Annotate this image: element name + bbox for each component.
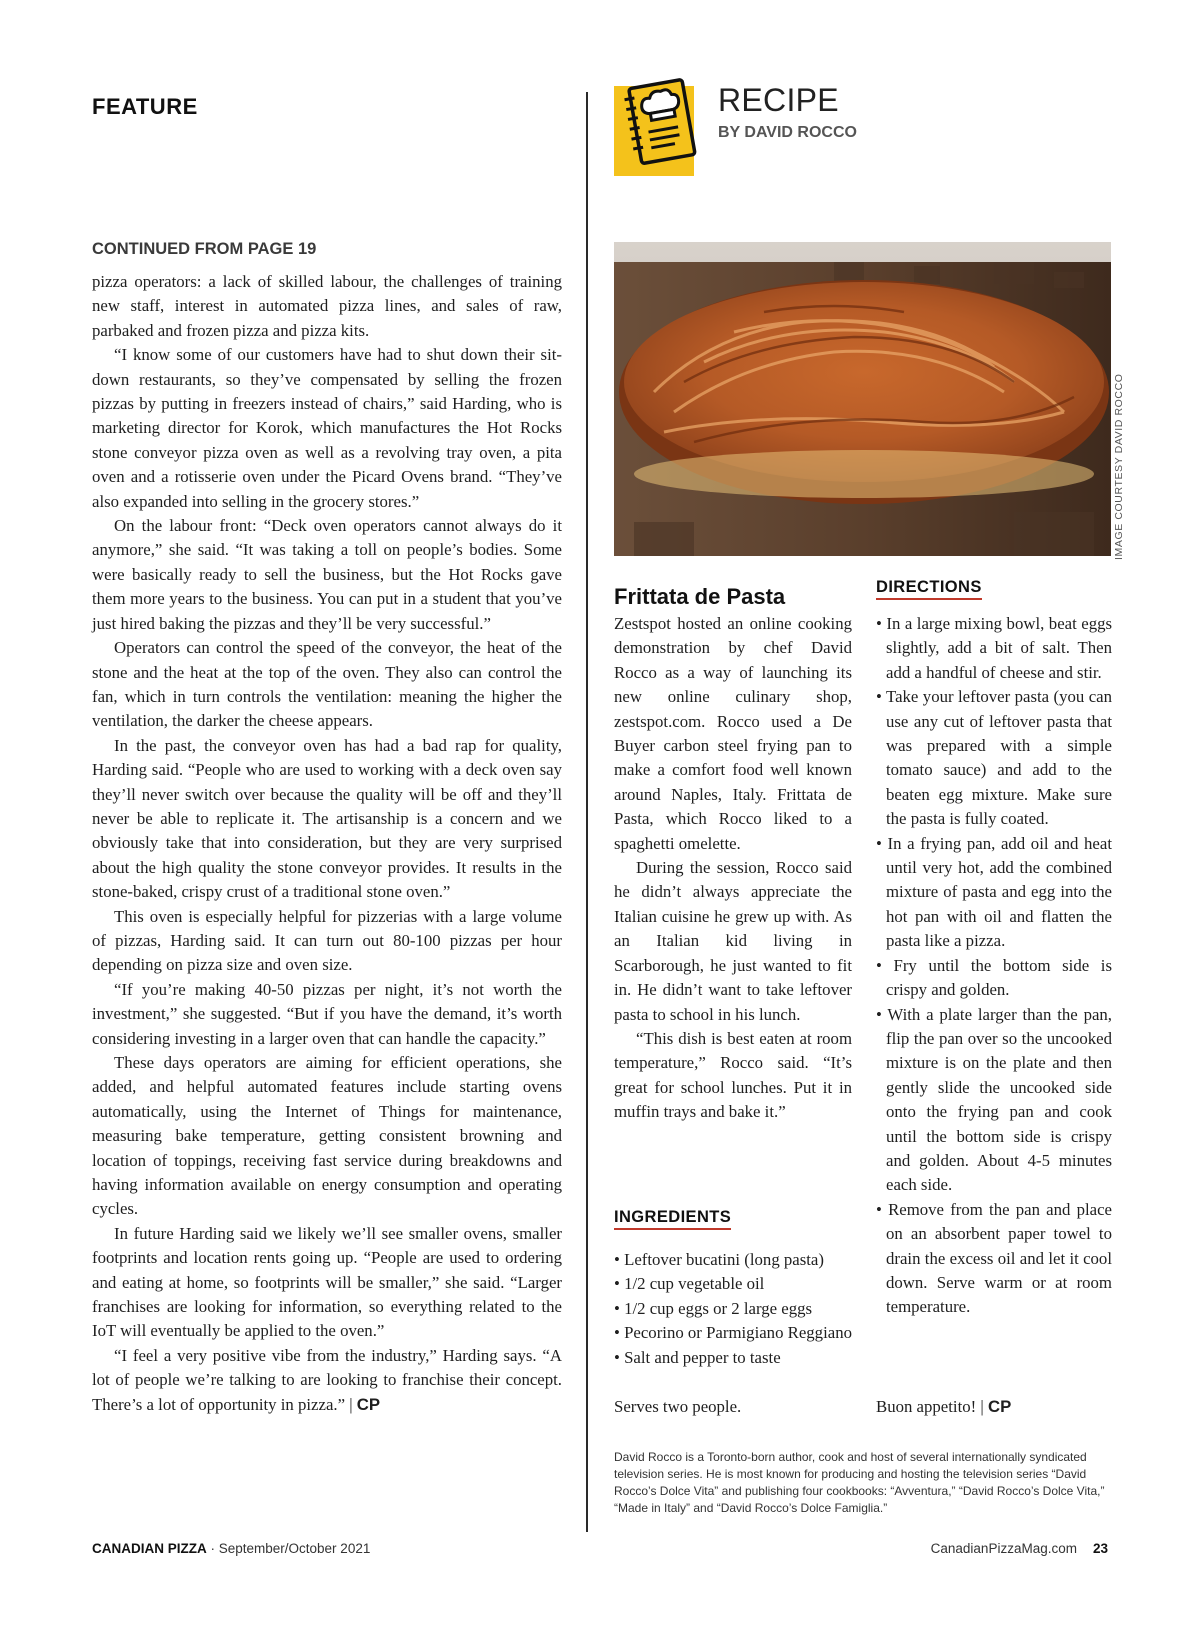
article-body xyxy=(92,270,562,1417)
article-paragraph-text: “I feel a very positive vibe from the industry,” Harding says. “A lot of people we’re talking to are looking to franchise their concept. There’s a lot of opportunity in pizza.” | xyxy=(92,1345,562,1414)
dish-title: Frittata de Pasta xyxy=(614,584,786,609)
direction-step: • With a plate larger than the pan, flip the pan over so the uncooked mixture is on the plate and then gently slide the uncooked side onto the frying pan and cook until the bottom side is crispy and golden. About 4-5 minutes each side. xyxy=(876,1004,1112,1195)
recipe-intro-paragraph: “This dish is best eaten at room temperature,” Rocco said. “It’s great for school lunches. Put it in muffin trays and bake it.” xyxy=(614,1028,852,1122)
directions-heading-wrap xyxy=(876,578,982,600)
direction-step: • Fry until the bottom side is crispy and golden. xyxy=(876,955,1112,1000)
directions-list xyxy=(876,612,1112,1320)
ingredients-list xyxy=(614,1248,852,1370)
end-mark: CP xyxy=(356,1394,381,1414)
ingredient-item: • 1/2 cup vegetable oil xyxy=(614,1274,765,1294)
article-paragraph: In future Harding said we likely we’ll see smaller ovens, smaller footprints and location rents going up. “People are used to ordering and eating at home, so footprints will be smaller,” she said. “Larger franchises are looking for information, so everything related to the IoT will eventually be applied to the oven.” xyxy=(92,1223,562,1341)
recipe-book-chef-hat-icon xyxy=(614,78,706,176)
closing-text: Buon appetito! | xyxy=(876,1397,984,1416)
author-bio: David Rocco is a Toronto-born author, cook and host of several internationally syndicated television series. He is most known for producing and hosting the television series “David Rocco’s Dolce Vita” and publishing four cookbooks: “Avventura,” “David Rocco’s Dolce Vita,” “Made in Italy” and “David Rocco’s Dolce Famiglia.” xyxy=(614,1450,1105,1515)
frittata-photo xyxy=(614,242,1111,556)
footer-publication xyxy=(92,1541,370,1556)
recipe-byline: BY DAVID ROCCO xyxy=(718,124,857,141)
direction-step: • In a frying pan, add oil and heat until very hot, add the combined mixture of pasta and egg into the hot pan with oil and flatten the pasta like a pizza. xyxy=(876,833,1112,951)
end-mark: CP xyxy=(987,1397,1012,1416)
recipe-intro xyxy=(614,612,852,1125)
ingredient-item: • 1/2 cup eggs or 2 large eggs xyxy=(614,1298,813,1318)
ingredients-heading-wrap xyxy=(614,1208,731,1230)
issue-date: · September/October 2021 xyxy=(206,1541,371,1556)
article-paragraph: This oven is especially helpful for pizzerias with a large volume of pizzas, Harding said. It can turn out 80-100 pizzas per hour depending on pizza size and oven size. xyxy=(92,906,562,975)
recipe-intro-paragraph: During the session, Rocco said he didn’t always appreciate the Italian cuisine he grew up with. As an Italian kid living in Scarborough, he just wanted to fit in. He didn’t want to take leftover pasta to school in his lunch. xyxy=(614,858,852,1024)
article-paragraph: pizza operators: a lack of skilled labour, the challenges of training new staff, interest in automated pizza lines, and sales of raw, parbaked and frozen pizza and pizza kits. xyxy=(92,272,562,340)
website-link[interactable]: CanadianPizzaMag.com xyxy=(930,1541,1077,1556)
closing-line xyxy=(876,1395,1011,1419)
directions-heading: DIRECTIONS xyxy=(876,578,982,600)
article-paragraph: These days operators are aiming for efficient operations, she added, and helpful automated features include starting ovens automatically, using the Internet of Things for maintenance, measuring bake temperature, getting consistent browning and location of toppings, receiving fast service during breakdowns and having information available on energy consumption and operating cycles. xyxy=(92,1053,562,1219)
direction-step: • In a large mixing bowl, beat eggs slightly, add a bit of salt. Then add a handful of cheese and stir. xyxy=(876,614,1112,682)
page-number: 23 xyxy=(1092,1541,1108,1556)
serves-note: Serves two people. xyxy=(614,1397,742,1416)
article-paragraph: “If you’re making 40-50 pizzas per night, it’s not worth the investment,” she suggested. “But if you have the demand, it’s worth considering investing in a larger oven that can handle the capacity.” xyxy=(92,979,562,1048)
recipe-title: RECIPE xyxy=(718,82,839,118)
photo-credit: IMAGE COURTESY DAVID ROCCO xyxy=(1113,373,1125,560)
ingredient-item: • Salt and pepper to taste xyxy=(614,1347,781,1367)
publication-name: CANADIAN PIZZA xyxy=(92,1541,207,1556)
article-paragraph: In the past, the conveyor oven has had a bad rap for quality, Harding said. “People who are used to working with a deck oven say they’ll never switch over because the quality will be off and they’ll never be able to replicate it. The artisanship is a concern and we obviously take that into consideration, but they are very surprised about the high quality the stone conveyor provides. It results in the stone-baked, crispy crust of a traditional stone oven.” xyxy=(92,735,562,902)
footer-site xyxy=(931,1541,1108,1556)
article-paragraph: “I know some of our customers have had to shut down their sit-down restaurants, so they’ve compensated by selling the frozen pizzas by putting in freezers instead of chairs,” said Harding, who is marketing director for Korok, which manufactures the Hot Rocks stone conveyor pizza oven as well as a revolving tray oven, a pita oven and a rotisserie oven under the Picard Ovens brand. “They’ve also expanded into selling in the grocery stores.” xyxy=(92,345,562,511)
article-paragraph: On the labour front: “Deck oven operators cannot always do it anymore,” she said. “It was taking a toll on people’s bodies. Some were basically ready to sell the business, but the Hot Rocks gave them more years to the business. You can put in a student that you’ve just hired baking the pizzas and they’ll be very successful.” xyxy=(92,516,562,633)
column-divider xyxy=(586,92,588,1532)
ingredients-heading: INGREDIENTS xyxy=(614,1208,731,1230)
direction-step: • Remove from the pan and place on an absorbent paper towel to drain the excess oil and let it cool down. Serve warm or at room temperature. xyxy=(876,1199,1112,1317)
section-label: FEATURE xyxy=(92,94,198,119)
frittata-photo-image xyxy=(614,242,1111,556)
continued-label: CONTINUED FROM PAGE 19 xyxy=(92,240,317,258)
ingredient-item: • Leftover bucatini (long pasta) xyxy=(614,1250,824,1269)
article-paragraph: Operators can control the speed of the conveyor, the heat of the stone and the heat at the top of the oven. They also can control the fan, which in turn controls the ventilation: meaning the higher the ventilation, the darker the cheese appears. xyxy=(92,638,562,731)
direction-step: • Take your leftover pasta (you can use any cut of leftover pasta that was prepared with a simple tomato sauce) and add to the beaten egg mixture. Make sure the pasta is fully coated. xyxy=(876,687,1112,829)
ingredient-item: • Pecorino or Parmigiano Reggiano xyxy=(614,1323,852,1343)
recipe-intro-paragraph: Zestspot hosted an online cooking demonstration by chef David Rocco as a way of launching its new online culinary shop, zestspot.com. Rocco used a De Buyer carbon steel frying pan to make a comfort food well known around Naples, Italy. Frittata de Pasta, which Rocco liked to a spaghetti omelette. xyxy=(614,614,852,853)
article-paragraph-last xyxy=(92,1344,562,1417)
